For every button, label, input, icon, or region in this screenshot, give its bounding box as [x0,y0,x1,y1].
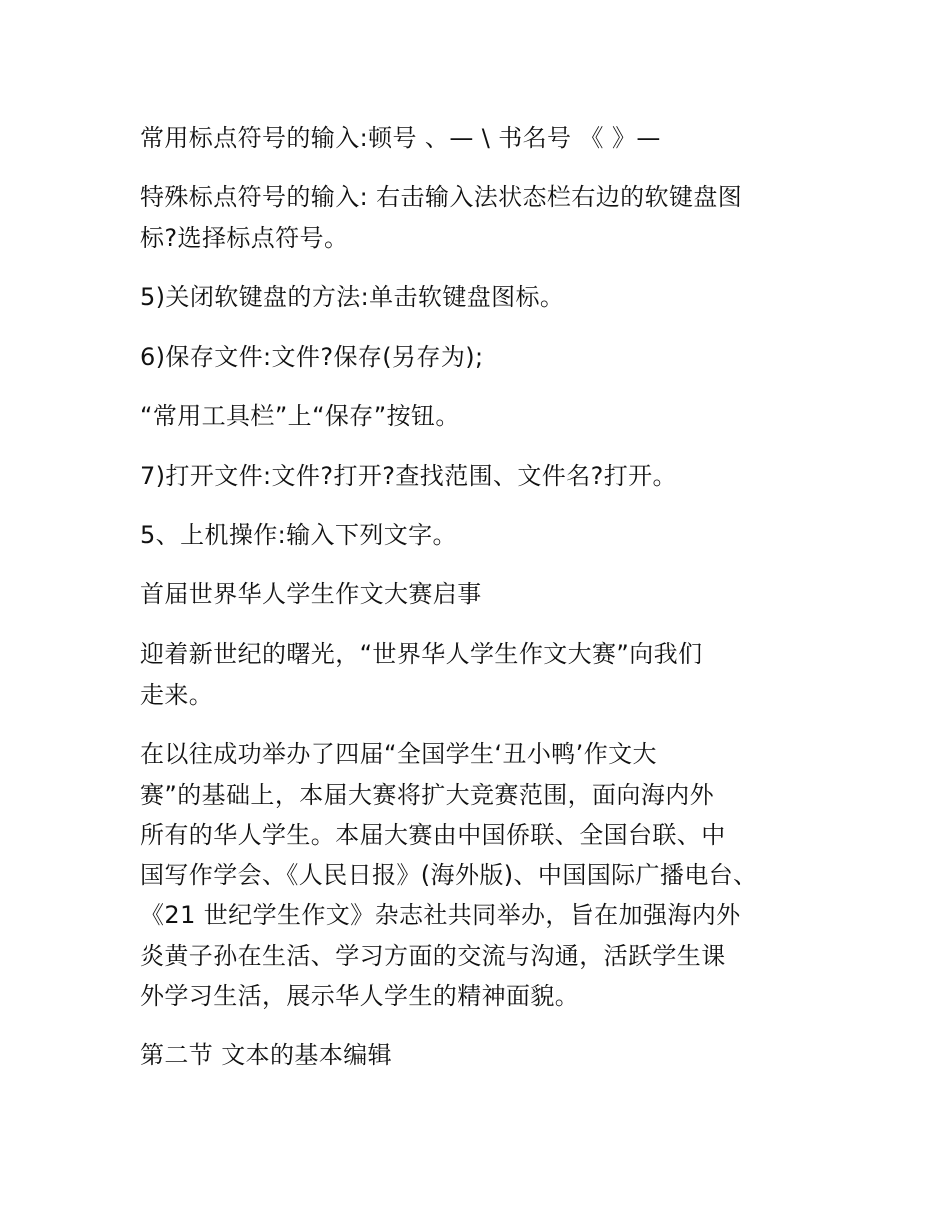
text-line-paragraph-2-cont: 炎黄子孙在生活、学习方面的交流与沟通，活跃学生课 [140,942,726,970]
text-line-paragraph-2-cont: 赛”的基础上，本届大赛将扩大竞赛范围，面向海内外 [140,781,715,809]
text-line-paragraph-2-cont: 国写作学会、《人民日报》(海外版)、中国国际广播电台、 [140,861,758,889]
text-line-paragraph-2-cont: 外学习生活，展示华人学生的精神面貌。 [140,982,580,1010]
text-line-punctuation-input: 常用标点符号的输入:顿号 、— \ 书名号 《 》— [140,124,661,152]
text-line-special-punctuation: 特殊标点符号的输入: 右击输入法状态栏右边的软键盘图 [140,183,743,211]
text-line-save-button: “常用工具栏”上“保存”按钮。 [140,402,460,430]
text-line-paragraph-1-cont: 走来。 [140,681,214,709]
text-line-paragraph-2-cont: 所有的华人学生。本届大赛由中国侨联、全国台联、中 [140,821,726,849]
text-line-close-keyboard: 5)关闭软键盘的方法:单击软键盘图标。 [140,283,565,311]
text-line-open-file: 7)打开文件:文件?打开?查找范围、文件名?打开。 [140,462,677,490]
text-line-special-punctuation-cont: 标?选择标点符号。 [140,224,349,252]
text-line-exercise: 5、上机操作:输入下列文字。 [140,521,457,549]
text-line-paragraph-2-cont: 《21 世纪学生作文》杂志社共同举办，旨在加强海内外 [140,901,741,929]
text-line-notice-title: 首届世界华人学生作文大赛启事 [140,580,482,608]
text-line-paragraph-2: 在以往成功举办了四届“全国学生‘丑小鸭’作文大 [140,740,657,768]
text-line-paragraph-1: 迎着新世纪的曙光，“世界华人学生作文大赛”向我们 [140,640,703,668]
section-heading: 第二节 文本的基本编辑 [140,1041,393,1069]
text-line-save-file: 6)保存文件:文件?保存(另存为); [140,343,484,371]
